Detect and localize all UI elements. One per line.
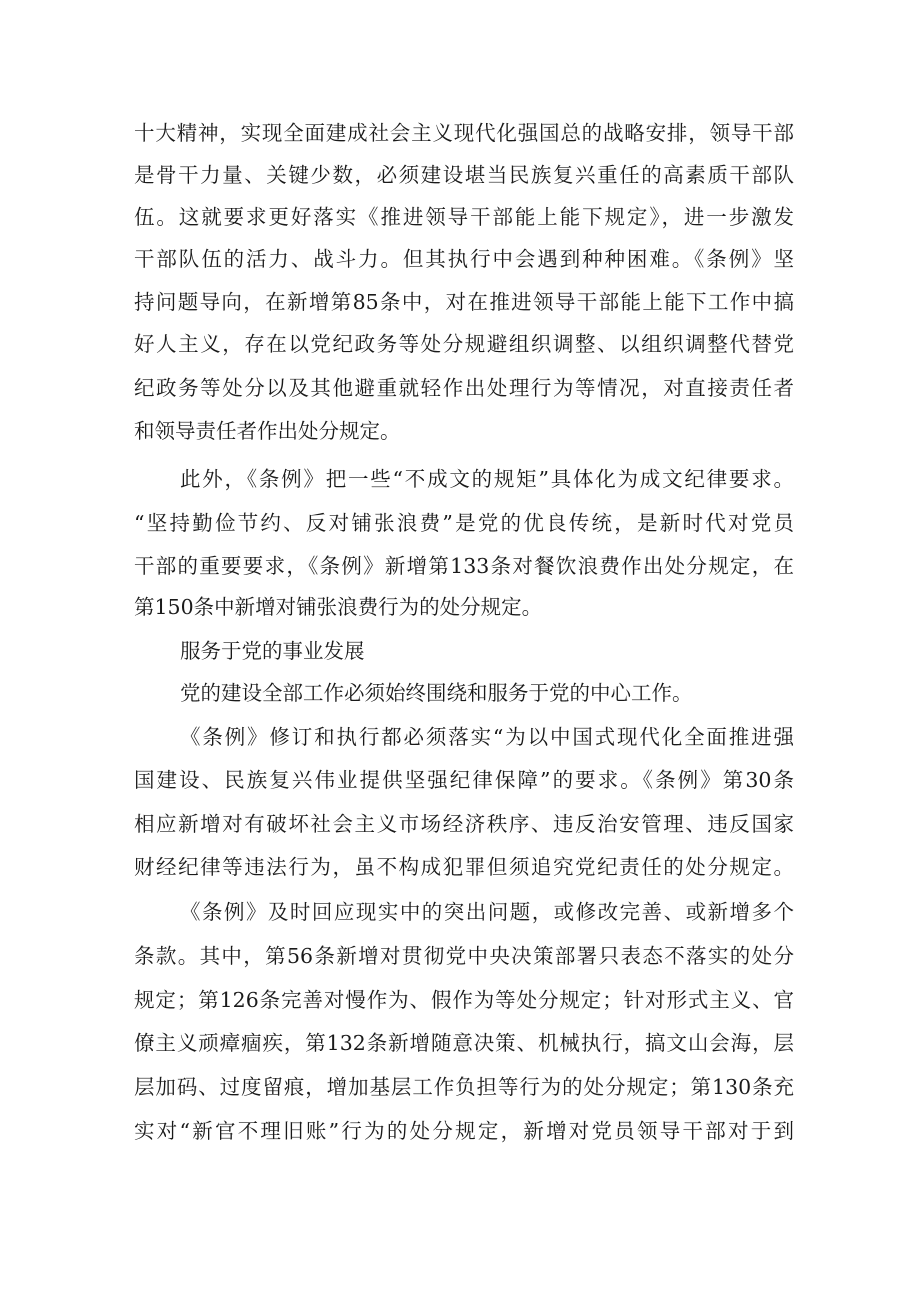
text-line: 党的建设全部工作必须始终围绕和服务于党的中心工作。	[180, 681, 693, 705]
text-line: 干部的重要要求，《条例》新增第133条对餐饮浪费作出处分规定，在	[134, 554, 794, 578]
section-heading: 服务于党的事业发展	[180, 639, 365, 663]
text-line: 此外，《条例》把一些“不成文的规矩”具体化为成文纪律要求。	[180, 467, 794, 491]
text-line: 十大精神，实现全面建成社会主义现代化强国总的战略安排，领导干部	[134, 121, 794, 145]
text-line: 《条例》及时回应现实中的突出问题，或修改完善、或新增多个	[180, 900, 794, 924]
text-line: 规定；第126条完善对慢作为、假作为等处分规定；针对形式主义、官	[134, 988, 794, 1012]
text-line: 国建设、民族复兴伟业提供坚强纪律保障”的要求。《条例》第30条	[134, 768, 794, 792]
text-line: 持问题导向，在新增第85条中，对在推进领导干部能上能下工作中搞	[134, 290, 794, 314]
text-line: 僚主义顽瘴痼疾，第132条新增随意决策、机械执行，搞文山会海，层	[134, 1031, 794, 1055]
text-line: 伍。这就要求更好落实《推进领导干部能上能下规定》，进一步激发	[134, 205, 794, 229]
text-line: 干部队伍的活力、战斗力。但其执行中会遇到种种困难。《条例》坚	[134, 247, 794, 271]
text-line: 实对“新官不理旧账”行为的处分规定，新增对党员领导干部对于到	[134, 1119, 794, 1143]
text-line: 第150条中新增对铺张浪费行为的处分规定。	[134, 595, 543, 619]
text-line: 是骨干力量、关键少数，必须建设堪当民族复兴重任的高素质干部队	[134, 163, 794, 187]
text-line: 《条例》修订和执行都必须落实“为以中国式现代化全面推进强	[180, 725, 794, 749]
text-line: 层加码、过度留痕，增加基层工作负担等行为的处分规定；第130条充	[134, 1075, 794, 1099]
text-line: 好人主义，存在以党纪政务等处分规避组织调整、以组织调整代替党	[134, 332, 794, 356]
text-line: 条款。其中，第56条新增对贯彻党中央决策部署只表态不落实的处分	[134, 944, 794, 968]
text-line: 相应新增对有破坏社会主义市场经济秩序、违反治安管理、违反国家	[134, 812, 794, 836]
text-line: 财经纪律等违法行为，虽不构成犯罪但须追究党纪责任的处分规定。	[134, 855, 794, 879]
text-line: “坚持勤俭节约、反对铺张浪费”是党的优良传统，是新时代对党员	[134, 511, 794, 535]
text-line: 纪政务等处分以及其他避重就轻作出处理行为等情况，对直接责任者	[134, 376, 794, 400]
text-line: 和领导责任者作出处分规定。	[134, 419, 401, 443]
